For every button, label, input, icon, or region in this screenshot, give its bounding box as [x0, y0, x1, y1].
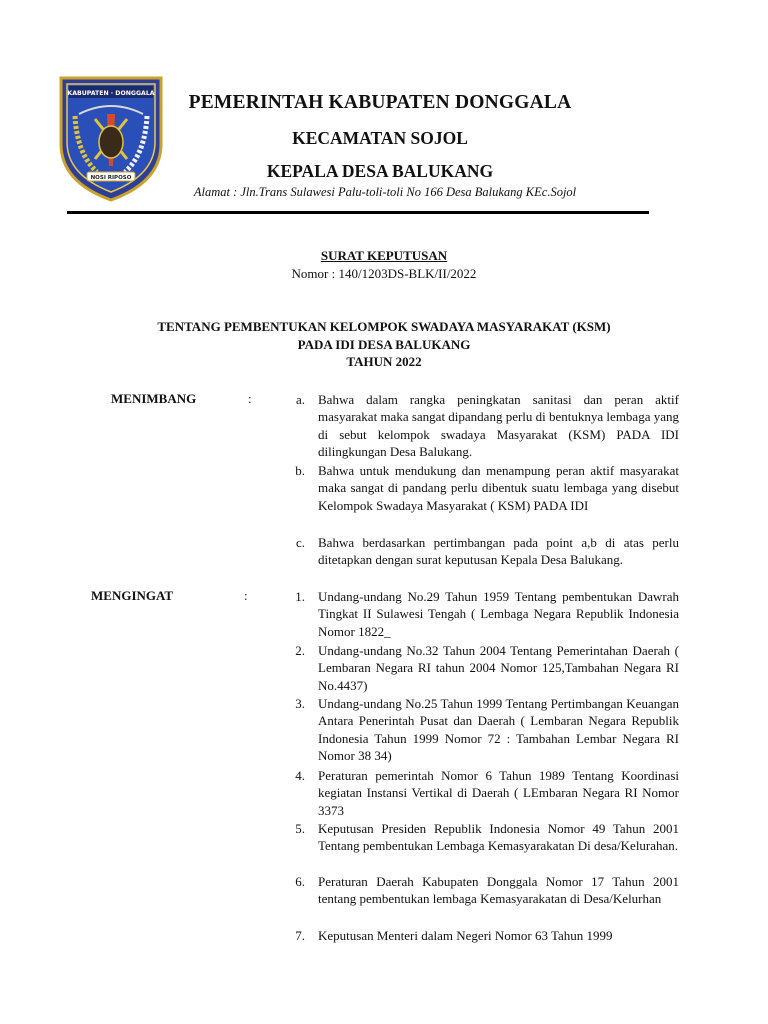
mengingat-label: MENGINGAT — [91, 588, 174, 603]
list-item-text: Bahwa untuk mendukung dan menampung peran aktif masyarakat maka sangat di pandang perlu dibentuk suatu lembaga yang disebut Kelompok Swadaya Masyarakat ( KSM) PADA IDI — [318, 463, 679, 513]
list-item-text: Undang-undang No.32 Tahun 2004 Tentang Pemerintahan Daerah ( Lembaran Negara RI tahun 2004 Nomor 125,Tambahan Negara RI No.4437) — [318, 643, 679, 693]
decree-subject-line-3: TAHUN 2022 — [346, 354, 422, 369]
list-marker: b. — [295, 463, 305, 478]
list-item-text: Bahwa berdasarkan pertimbangan pada point a,b di atas perlu ditetapkan dengan surat keputusan Kepala Desa Balukang. — [318, 535, 679, 568]
list-item-text: Peraturan pemerintah Nomor 6 Tahun 1989 Tentang Koordinasi kegiatan Instansi Vertikal di Daerah ( LEmbaran Negara RI Nomor 3373 — [318, 768, 679, 818]
list-item-text: Keputusan Menteri dalam Negeri Nomor 63 Tahun 1999 — [318, 928, 613, 943]
decree-number: Nomor : 140/1203DS-BLK/II/2022 — [291, 266, 477, 281]
list-marker: 5. — [295, 821, 305, 836]
list-marker: 1. — [295, 589, 305, 604]
decree-subject — [0, 318, 768, 371]
decree-title: SURAT KEPUTUSAN — [320, 248, 448, 263]
list-marker: c. — [295, 535, 305, 550]
letterhead-address: Alamat : Jln.Trans Sulawesi Palu-toli-toli No 166 Desa Balukang KEc.Sojol — [193, 185, 577, 199]
list-marker: 2. — [295, 643, 305, 658]
letterhead-divider — [67, 211, 649, 214]
menimbang-colon: : — [248, 391, 252, 406]
list-marker: 4. — [295, 768, 305, 783]
list-item-text: Undang-undang No.29 Tahun 1959 Tentang pembentukan Dawrah Tingkat II Sulawesi Tengah ( Lembaga Negara Republik Indonesia Nomor 1822_ — [318, 589, 679, 639]
letterhead-village-head: KEPALA DESA BALUKANG — [266, 161, 494, 181]
logo-motto: NOSI RIPOSO — [90, 175, 132, 181]
decree-subject-line-1: TENTANG PEMBENTUKAN KELOMPOK SWADAYA MASYARAKAT (KSM) — [157, 319, 611, 334]
list-marker: 3. — [295, 696, 305, 711]
list-item-text: Peraturan Daerah Kabupaten Donggala Nomor 17 Tahun 2001 tentang pembentukan lembaga Kemasyarakatan di Desa/Kelurhan — [318, 874, 679, 907]
list-marker: 7. — [295, 928, 305, 943]
kabupaten-donggala-emblem-logo — [57, 74, 165, 202]
menimbang-label: MENIMBANG — [111, 391, 197, 406]
letterhead-district: KECAMATAN SOJOL — [292, 128, 468, 148]
list-item-text: Bahwa dalam rangka peningkatan sanitasi dan peran aktif masyarakat maka sangat dipandang perlu di bentuknya lembaga yang di sebut kelompok swadaya Masyarakat (KSM) PADA IDI dilingkungan Desa Balukang. — [318, 392, 679, 459]
list-item-text: Keputusan Presiden Republik Indonesia Nomor 49 Tahun 2001 Tentang pembentukan Lembaga Kemasyarakatan Di desa/Kelurahan. — [318, 821, 679, 854]
letterhead-government: PEMERINTAH KABUPATEN DONGGALA — [188, 92, 572, 113]
logo-top-text: KABUPATEN · DONGGALA — [67, 90, 155, 97]
decree-subject-line-2: PADA IDI DESA BALUKANG — [297, 336, 471, 352]
list-marker: 6. — [295, 874, 305, 889]
mengingat-colon: : — [244, 588, 248, 603]
list-marker: a. — [295, 392, 305, 407]
list-item-text: Undang-undang No.25 Tahun 1999 Tentang Pertimbangan Keuangan Antara Penerintah Pusat dan Daerah ( Lembaran Negara Republik Indonesia Tahun 1999 Nomor 72 : Tambahan Lembar Negara RI Nomor 38 34) — [318, 696, 679, 763]
